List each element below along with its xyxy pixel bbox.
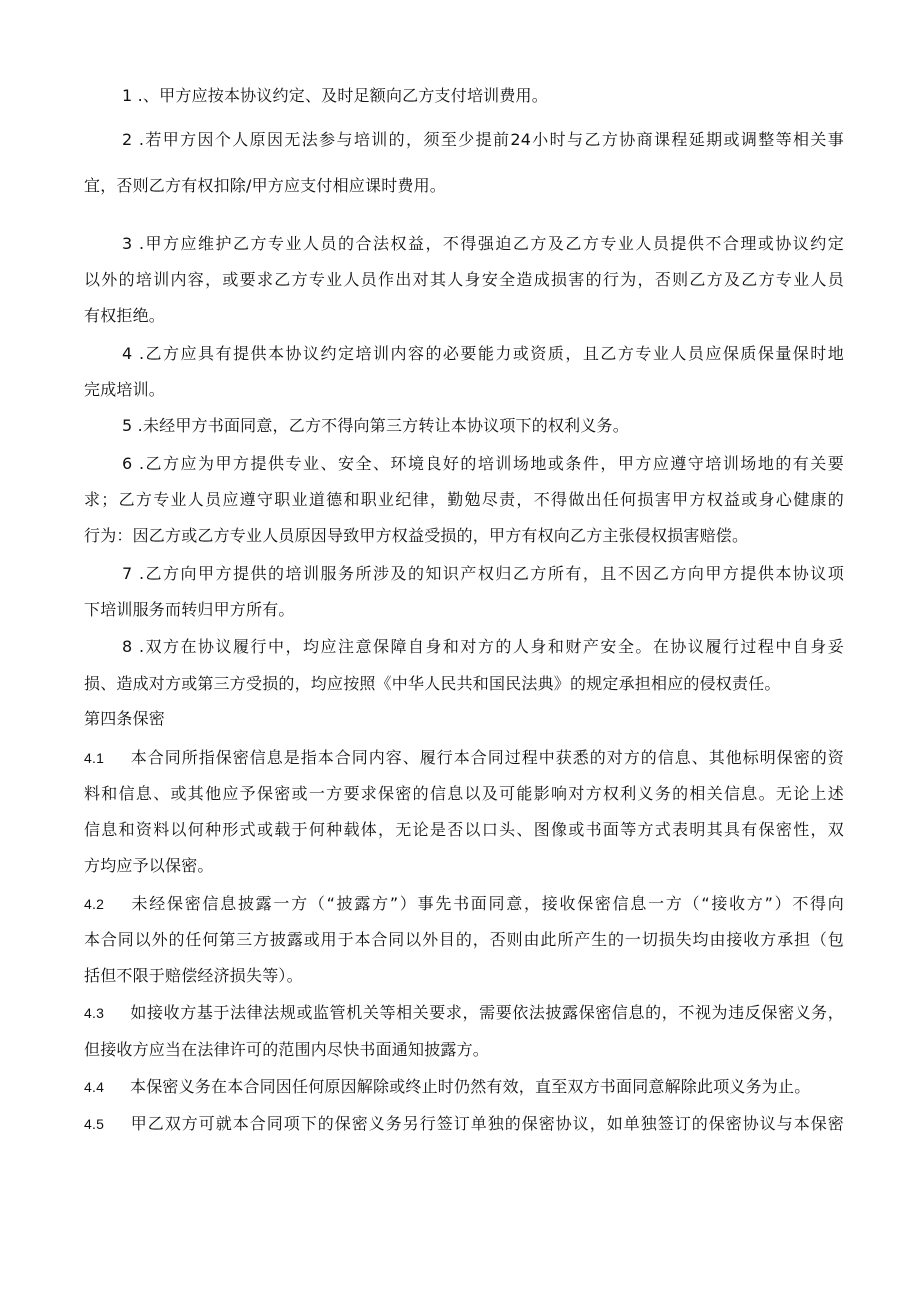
clause-4-5-line-1 <box>84 1114 844 1134</box>
item-7-line-2: 下培训服务而转归甲方所有。 <box>84 600 295 619</box>
clause-number: 4.5 <box>84 1116 105 1132</box>
clause-text: 甲乙双方可就本合同项下的保密义务另行签订单独的保密协议，如单独签订的保密协议与本保密 <box>130 1114 844 1133</box>
clause-4-1-line-1 <box>84 748 844 768</box>
clause-number: 4.2 <box>84 896 105 912</box>
clause-4-3-line-2: 但接收方应当在法律许可的范围内尽快书面通知披露方。 <box>84 1040 490 1059</box>
clause-4-2-line-2: 本合同以外的任何第三方披露或用于本合同以外目的，否则由此所产生的一切损失均由接收方承担（包 <box>84 930 844 949</box>
clause-number: 4.1 <box>84 750 105 766</box>
clause-4-2-line-1 <box>84 894 844 914</box>
item-6-line-1: 6 .乙方应为甲方提供专业、安全、环境良好的培训场地或条件，甲方应遵守培训场地的有关要 <box>122 454 844 473</box>
item-3-line-2: 以外的培训内容，或要求乙方专业人员作出对其人身安全造成损害的行为，否则乙方及乙方专业人员 <box>84 270 844 289</box>
item-8-line-2: 损、造成对方或第三方受损的，均应按照《中华人民共和国民法典》的规定承担相应的侵权责任。 <box>84 674 781 693</box>
clause-4-4-line-1 <box>84 1077 844 1097</box>
clause-number: 4.3 <box>84 1005 105 1021</box>
clause-4-1-line-4: 方均应予以保密。 <box>84 856 214 875</box>
item-4-line-2: 完成培训。 <box>84 380 166 399</box>
item-6-line-2: 求；乙方专业人员应遵守职业道德和职业纪律，勤勉尽责，不得做出任何损害甲方权益或身心健康的 <box>84 490 844 509</box>
item-5-line-1: 5 .未经甲方书面同意，乙方不得向第三方转让本协议项下的权利义务。 <box>122 416 629 435</box>
item-2-line-2: 宜，否则乙方有权扣除/甲方应支付相应课时费用。 <box>84 176 446 195</box>
item-7-line-1: 7 .乙方向甲方提供的培训服务所涉及的知识产权归乙方所有，且不因乙方向甲方提供本协议项 <box>122 564 844 583</box>
item-8-line-1: 8 .双方在协议履行中，均应注意保障自身和对方的人身和财产安全。在协议履行过程中自身妥 <box>122 637 844 656</box>
clause-number: 4.4 <box>84 1079 105 1095</box>
clause-text: 如接收方基于法律法规或监管机关等相关要求，需要依法披露保密信息的，不视为违反保密义务， <box>130 1003 844 1022</box>
item-2-line-1: 2 .若甲方因个人原因无法参与培训的，须至少提前24小时与乙方协商课程延期或调整等相关事 <box>122 130 844 149</box>
clause-4-2-line-3: 括但不限于赔偿经济损失等）。 <box>84 966 303 985</box>
item-6-line-3: 行为：因乙方或乙方专业人员原因导致甲方权益受损的，甲方有权向乙方主张侵权损害赔偿。 <box>84 526 749 545</box>
item-1-line-1: 1 .、甲方应按本协议约定、及时足额向乙方支付培训费用。 <box>122 86 548 105</box>
item-3-line-3: 有权拒绝。 <box>84 306 166 325</box>
item-4-line-1: 4 .乙方应具有提供本协议约定培训内容的必要能力或资质，且乙方专业人员应保质保量保时地 <box>122 344 844 363</box>
clause-text: 未经保密信息披露一方（“披露方”）事先书面同意，接收保密信息一方（“接收方”）不得向 <box>130 894 844 913</box>
clause-text: 本保密义务在本合同因任何原因解除或终止时仍然有效，直至双方书面同意解除此项义务为止。 <box>130 1077 811 1096</box>
clause-4-1-line-2: 料和信息、或其他应予保密或一方要求保密的信息以及可能影响对方权利义务的相关信息。无论上述 <box>84 784 844 803</box>
section-title: 第四条保密 <box>84 709 166 728</box>
clause-4-3-line-1 <box>84 1003 844 1023</box>
item-3-line-1: 3 .甲方应维护乙方专业人员的合法权益，不得强迫乙方及乙方专业人员提供不合理或协议约定 <box>122 234 844 253</box>
clause-4-1-line-3: 信息和资料以何种形式或载于何种载体，无论是否以口头、图像或书面等方式表明其具有保密性，双 <box>84 820 844 839</box>
clause-text: 本合同所指保密信息是指本合同内容、履行本合同过程中获悉的对方的信息、其他标明保密的资 <box>130 748 844 767</box>
